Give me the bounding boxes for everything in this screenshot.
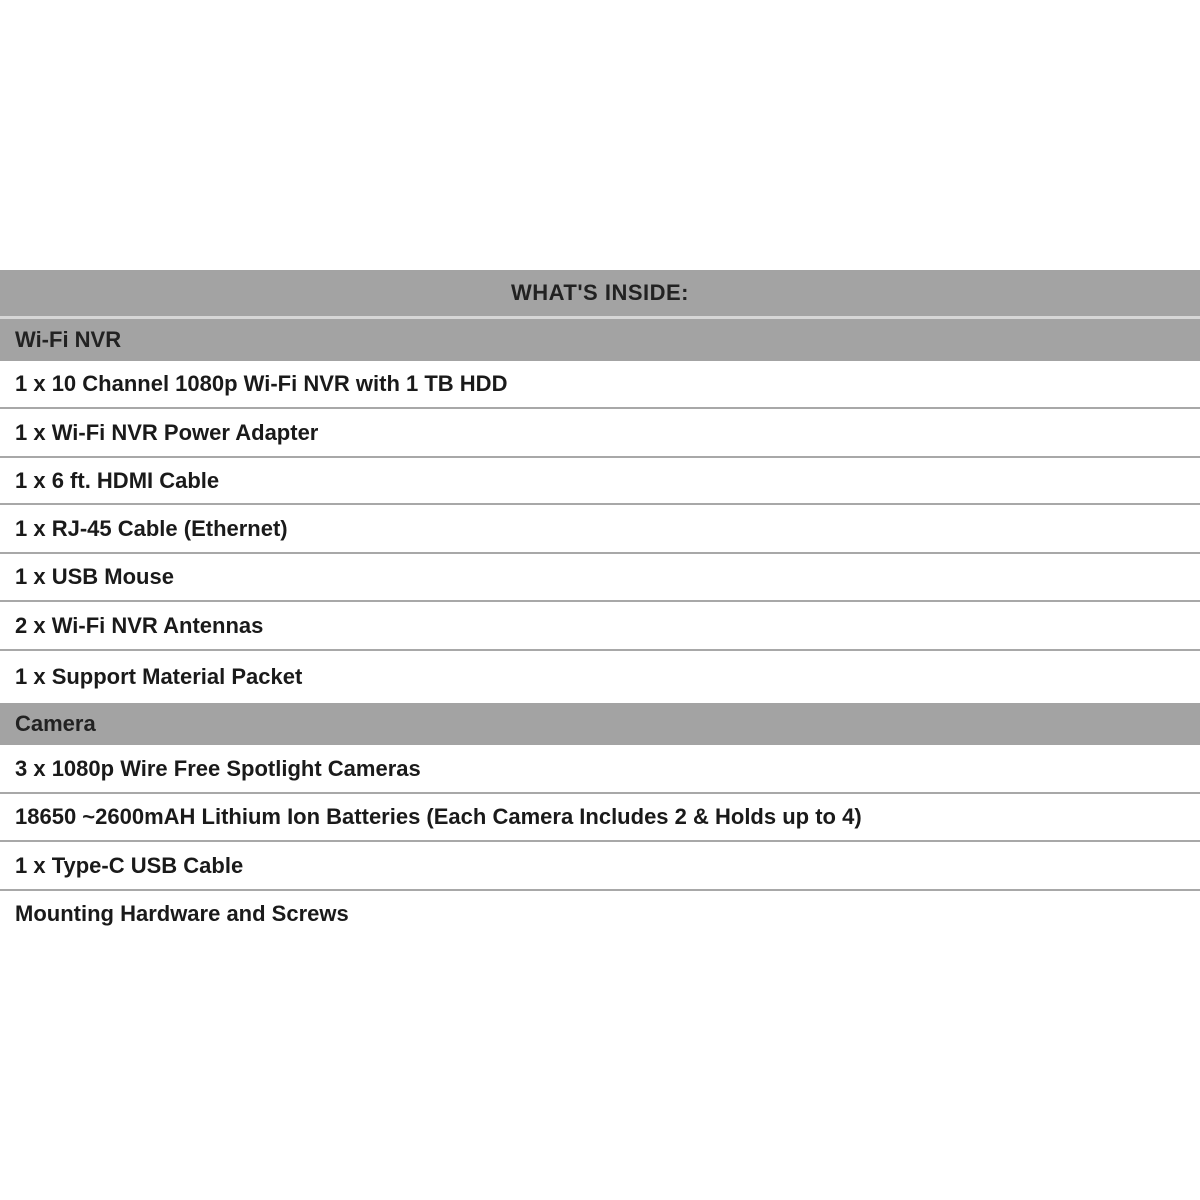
list-item: 18650 ~2600mAH Lithium Ion Batteries (Each Camera Includes 2 & Holds up to 4) [0,794,1200,842]
list-item: 1 x 10 Channel 1080p Wi-Fi NVR with 1 TB HDD [0,361,1200,409]
list-item: 2 x Wi-Fi NVR Antennas [0,602,1200,651]
table-title: WHAT'S INSIDE: [0,270,1200,319]
list-item: 1 x RJ-45 Cable (Ethernet) [0,505,1200,554]
list-item: 1 x Wi-Fi NVR Power Adapter [0,409,1200,458]
whats-inside-table [0,270,1200,937]
list-item: 1 x Type-C USB Cable [0,842,1200,891]
list-item: 1 x 6 ft. HDMI Cable [0,458,1200,505]
list-item: Mounting Hardware and Screws [0,891,1200,937]
section-header-camera: Camera [0,703,1200,745]
list-item: 1 x USB Mouse [0,554,1200,602]
list-item: 1 x Support Material Packet [0,651,1200,703]
section-header-wifi-nvr: Wi-Fi NVR [0,319,1200,361]
list-item: 3 x 1080p Wire Free Spotlight Cameras [0,745,1200,794]
